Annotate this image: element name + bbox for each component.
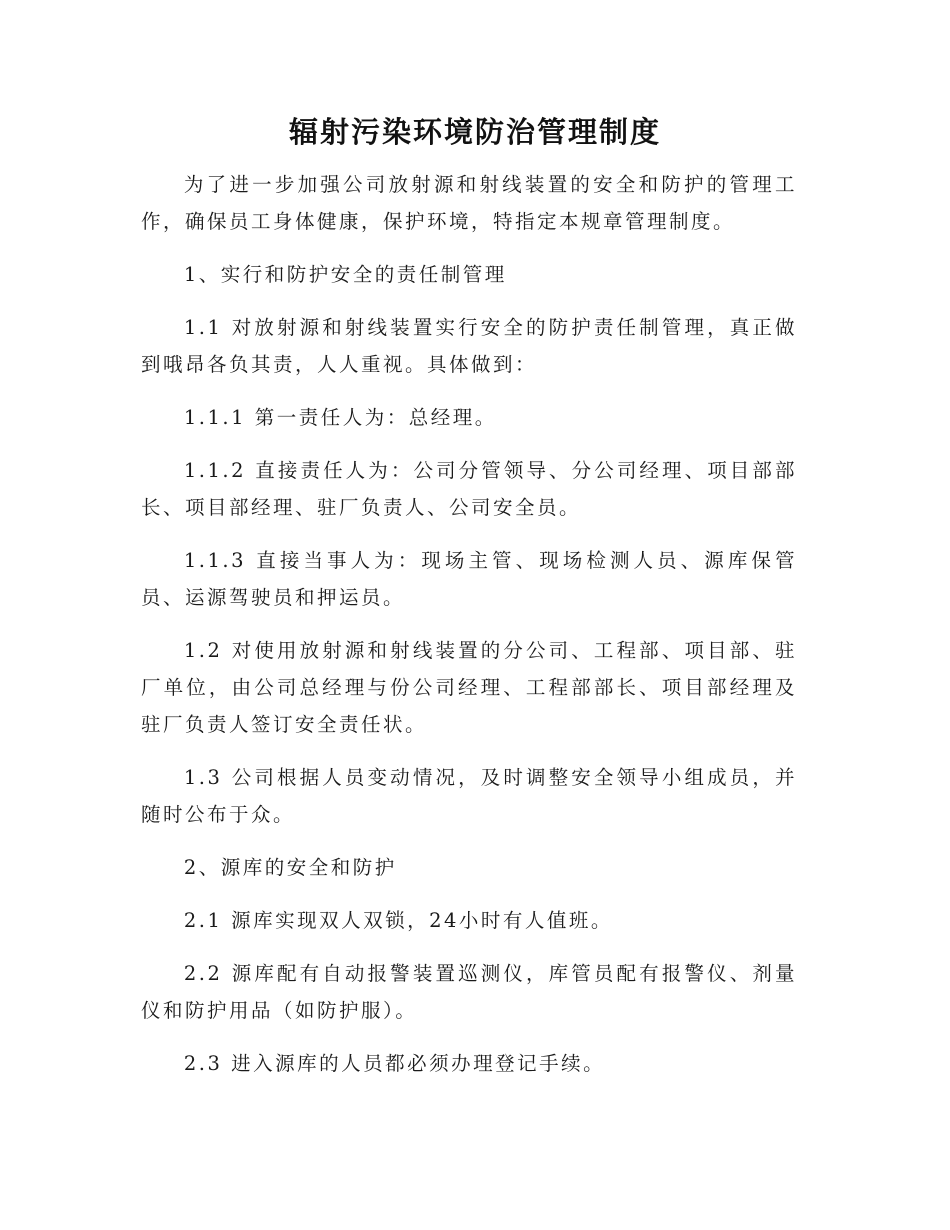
paragraph-1-1-3: 1.1.3 直接当事人为：现场主管、现场检测人员、源库保管员、运源驾驶员和押运员。 [141,549,797,609]
document-body [141,166,797,1098]
paragraph-1-1: 1.1 对放射源和射线装置实行安全的防护责任制管理，真正做到哦昂各负其责，人人重视。具体做到： [141,316,797,376]
paragraph-1-2: 1.2 对使用放射源和射线装置的分公司、工程部、项目部、驻厂单位，由公司总经理与份公司经理、工程部部长、项目部经理及驻厂负责人签订安全责任状。 [141,639,797,736]
paragraph-2-3: 2.3 进入源库的人员都必须办理登记手续。 [183,1052,606,1075]
paragraph-2-1: 2.1 源库实现双人双锁，24小时有人值班。 [183,909,613,932]
paragraph-1-1-1: 1.1.1 第一责任人为：总经理。 [183,406,497,429]
paragraph-intro: 为了进一步加强公司放射源和射线装置的安全和防护的管理工作，确保员工身体健康，保护环境，特指定本规章管理制度。 [141,173,797,233]
paragraph-2-2: 2.2 源库配有自动报警装置巡测仪，库管员配有报警仪、剂量仪和防护用品（如防护服）。 [141,962,797,1022]
paragraph-1-1-2: 1.1.2 直接责任人为：公司分管领导、分公司经理、项目部部长、项目部经理、驻厂负责人、公司安全员。 [141,459,797,519]
section-heading-2: 2、源库的安全和防护 [183,856,397,879]
section-heading-1: 1、实行和防护安全的责任制管理 [183,263,507,286]
paragraph-1-3: 1.3 公司根据人员变动情况，及时调整安全领导小组成员，并随时公布于众。 [141,766,797,826]
document-title: 辐射污染环境防治管理制度 [288,115,661,149]
